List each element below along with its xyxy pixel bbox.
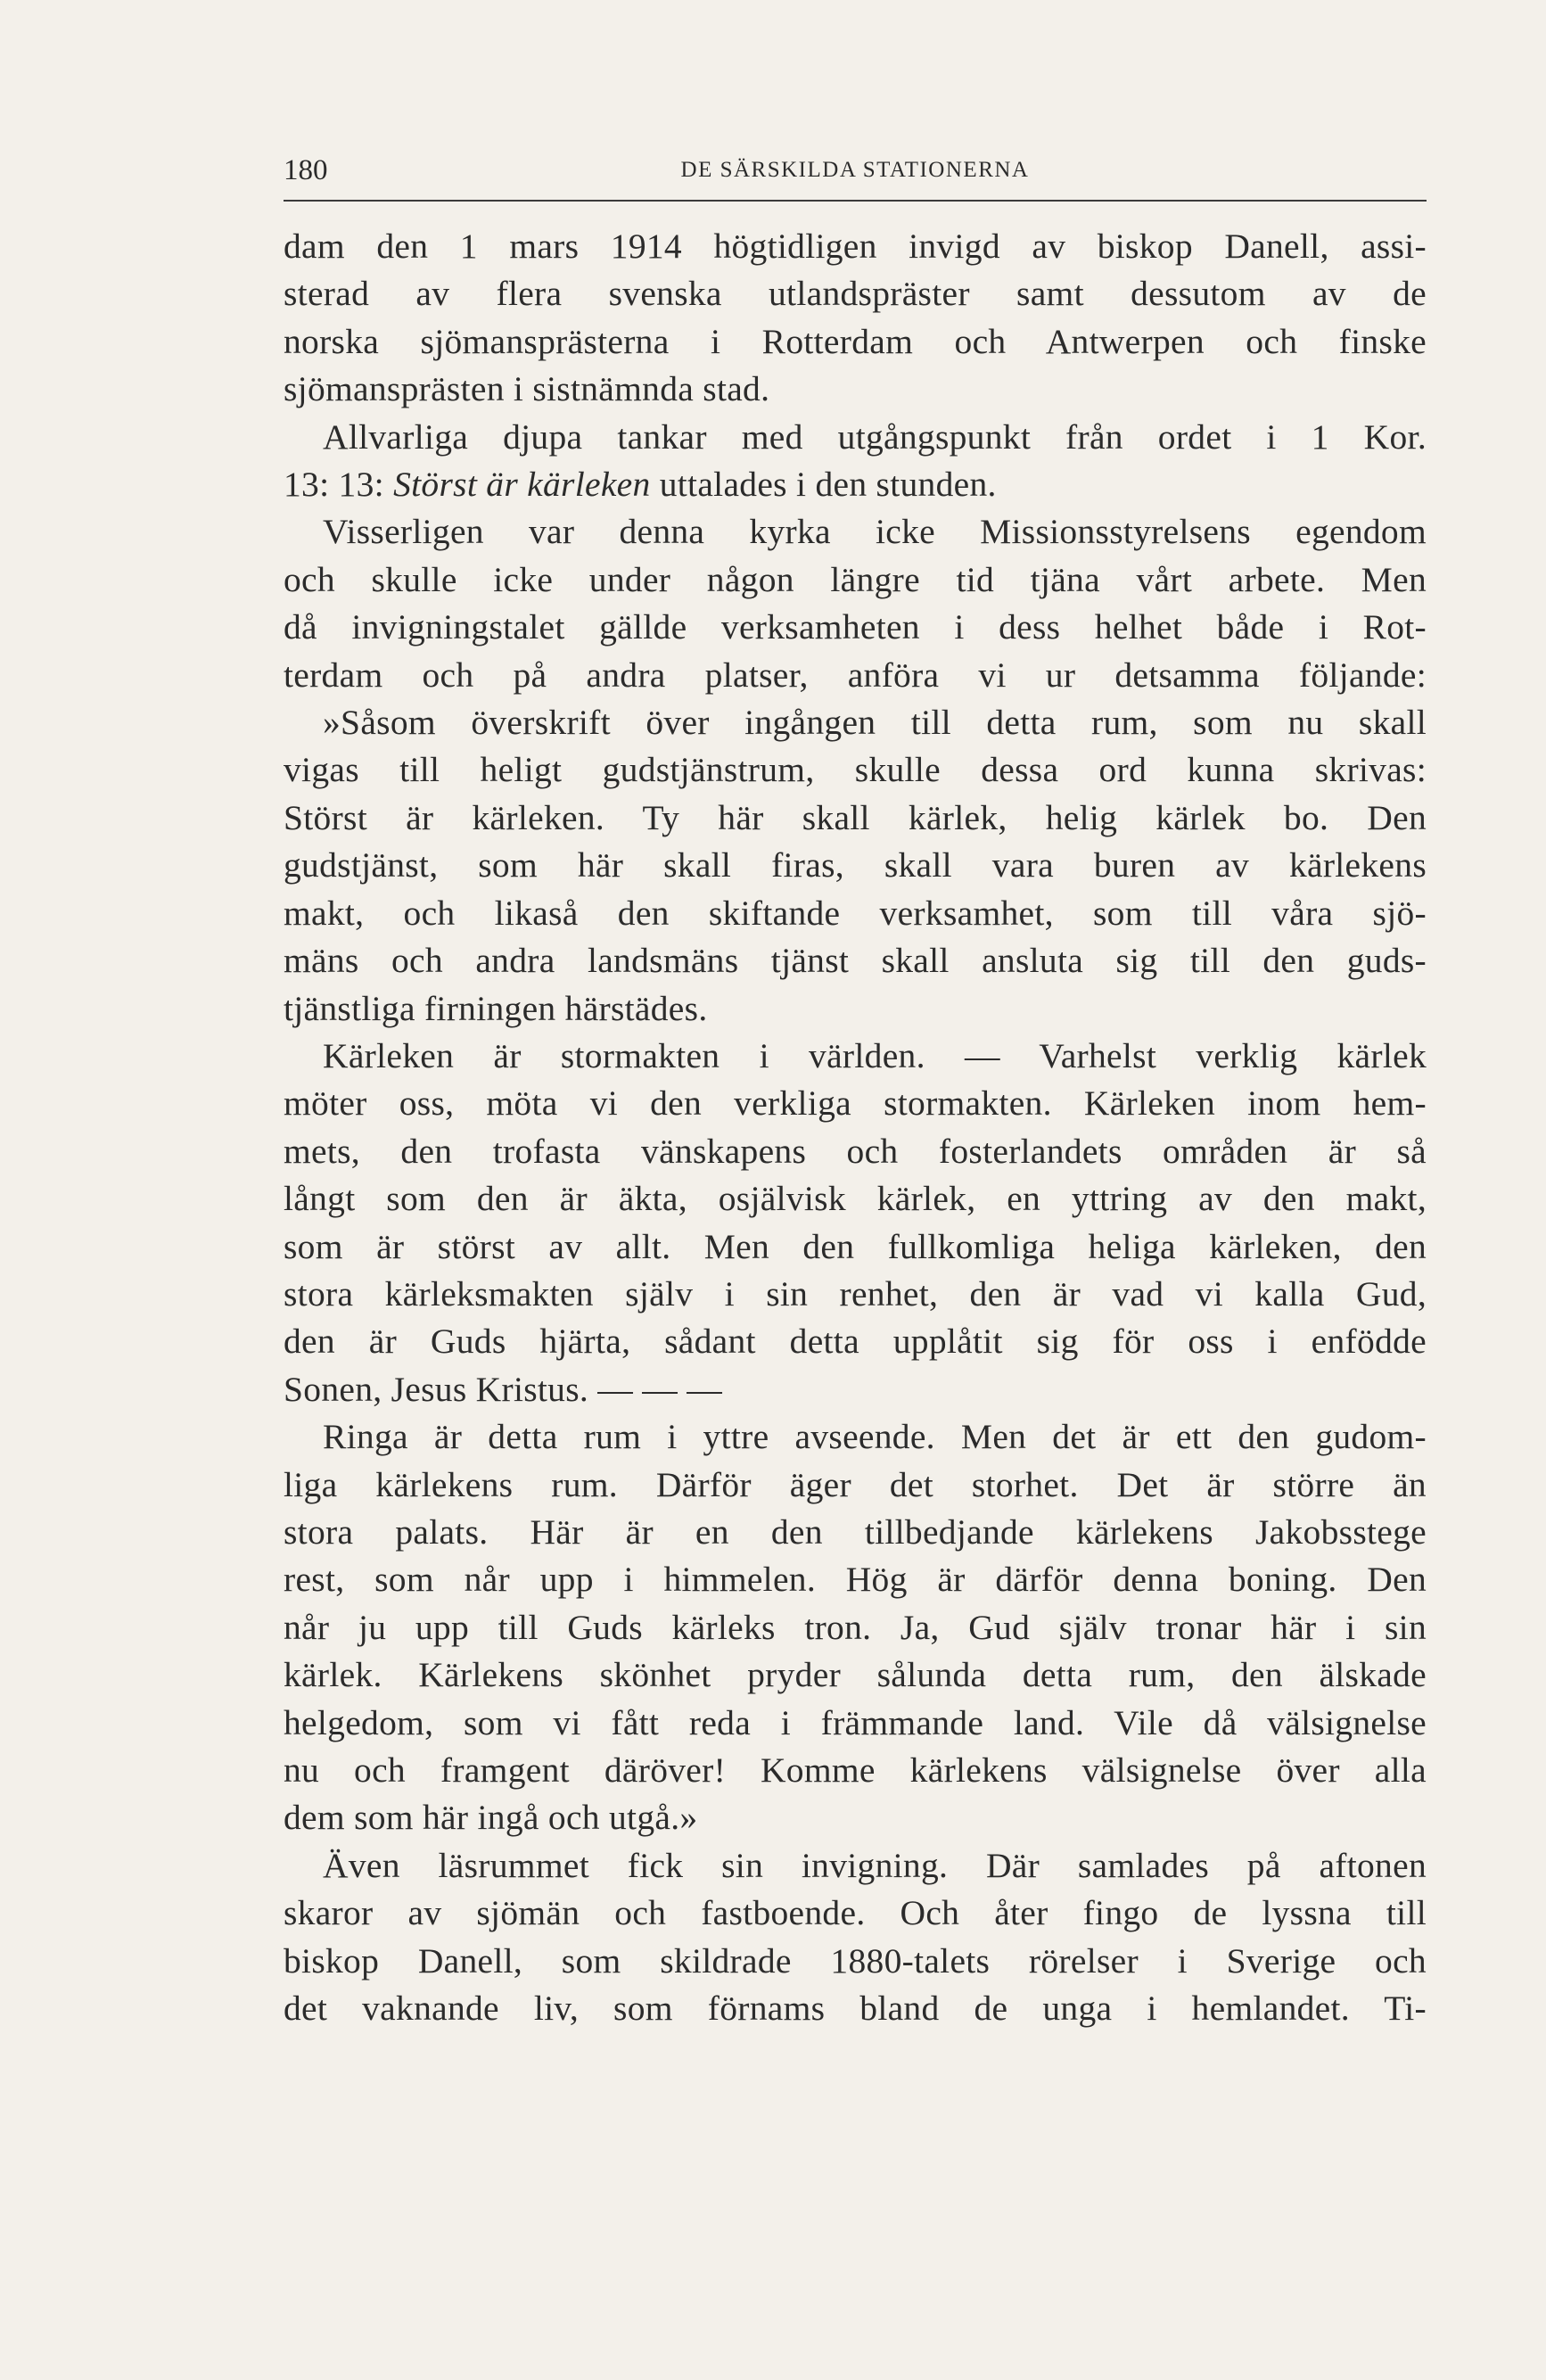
text-line: Även läsrummet fick sin invigning. Där samlades på aftonen (323, 1845, 1427, 1885)
text-line: den är Guds hjärta, sådant detta upplåtit sig för oss i enfödde (284, 1322, 1427, 1362)
text-line: det vaknande liv, som förnams bland de unga i hemlandet. Ti- (284, 1989, 1427, 2029)
text-line: Visserligen var denna kyrka icke Missionsstyrelsens egendom (323, 512, 1427, 552)
text-line: liga kärlekens rum. Därför äger det storhet. Det är större än (284, 1464, 1427, 1504)
text-line: Sonen, Jesus Kristus. — — — (284, 1369, 722, 1409)
text-line: då invigningstalet gällde verksamheten i dess helhet både i Rot- (284, 607, 1427, 647)
text-line: makt, och likaså den skiftande verksamhet, som till våra sjö- (284, 893, 1427, 933)
text-line: mäns och andra landsmäns tjänst skall ansluta sig till den guds- (284, 941, 1427, 981)
body-text (284, 223, 1427, 2032)
text-line: långt som den är äkta, osjälvisk kärlek, en yttring av den makt, (284, 1179, 1427, 1219)
text-line: helgedom, som vi fått reda i främmande land. Vile då välsignelse (284, 1702, 1427, 1742)
text-line: Störst är kärleken. Ty här skall kärlek, helig kärlek bo. Den (284, 797, 1427, 837)
text-line: kärlek. Kärlekens skönhet pryder sålunda detta rum, den älskade (284, 1655, 1427, 1695)
text-line: terdam och på andra platser, anföra vi ur detsamma följande: (284, 655, 1427, 695)
text-run: 13: 13: (284, 465, 394, 505)
text-line: vigas till heligt gudstjänstrum, skulle dessa ord kunna skrivas: (284, 750, 1427, 790)
text-line: norska sjömansprästerna i Rotterdam och Antwerpen och finske (284, 321, 1427, 361)
text-line: stora kärleksmakten själv i sin renhet, den är vad vi kalla Gud, (284, 1273, 1427, 1314)
text-line (284, 461, 1427, 508)
text-line: sterad av flera svenska utlandspräster samt dessutom av de (284, 274, 1427, 314)
text-line: tjänstliga firningen härstädes. (284, 988, 708, 1028)
text-line: stora palats. Här är en den tillbedjande kärlekens Jakobsstege (284, 1511, 1427, 1552)
text-run: uttalades i den stunden. (650, 465, 997, 505)
text-line: biskop Danell, som skildrade 1880-talets rörelser i Sverige och (284, 1940, 1427, 1981)
italic-quote: Störst är kärleken (393, 465, 651, 505)
text-line: når ju upp till Guds kärleks tron. Ja, Gud själv tronar här i sin (284, 1607, 1427, 1647)
text-line: »Såsom överskrift över ingången till detta rum, som nu skall (323, 703, 1427, 743)
text-line: rest, som når upp i himmelen. Hög är därför denna boning. Den (284, 1560, 1427, 1600)
header-rule (284, 200, 1427, 202)
text-line: möter oss, möta vi den verkliga stormakten. Kärleken inom hem- (284, 1083, 1427, 1124)
page-number: 180 (284, 154, 328, 186)
text-line: sjömansprästen i sistnämnda stad. (284, 369, 770, 409)
text-line: Allvarliga djupa tankar med utgångspunkt från ordet i 1 Kor. (323, 416, 1427, 457)
running-title: DE SÄRSKILDA STATIONERNA (680, 158, 1030, 182)
text-line: dem som här ingå och utgå.» (284, 1798, 698, 1838)
text-line: dam den 1 mars 1914 högtidligen invigd av biskop Danell, assi- (284, 226, 1427, 266)
text-line: mets, den trofasta vänskapens och fosterlandets områden är så (284, 1131, 1427, 1171)
text-line: som är störst av allt. Men den fullkomliga heliga kärleken, den (284, 1226, 1427, 1266)
text-line: Kärleken är stormakten i världen. — Varhelst verklig kärlek (323, 1035, 1427, 1075)
running-head (284, 150, 1427, 191)
text-line: nu och framgent däröver! Komme kärlekens välsignelse över alla (284, 1750, 1427, 1790)
text-line: Ringa är detta rum i yttre avseende. Men det är ett den gudom- (323, 1417, 1427, 1457)
text-line: gudstjänst, som här skall firas, skall vara buren av kärlekens (284, 845, 1427, 885)
text-line: skaror av sjömän och fastboende. Och åter fingo de lyssna till (284, 1893, 1427, 1933)
text-line: och skulle icke under någon längre tid tjäna vårt arbete. Men (284, 559, 1427, 599)
book-page (284, 150, 1427, 2032)
